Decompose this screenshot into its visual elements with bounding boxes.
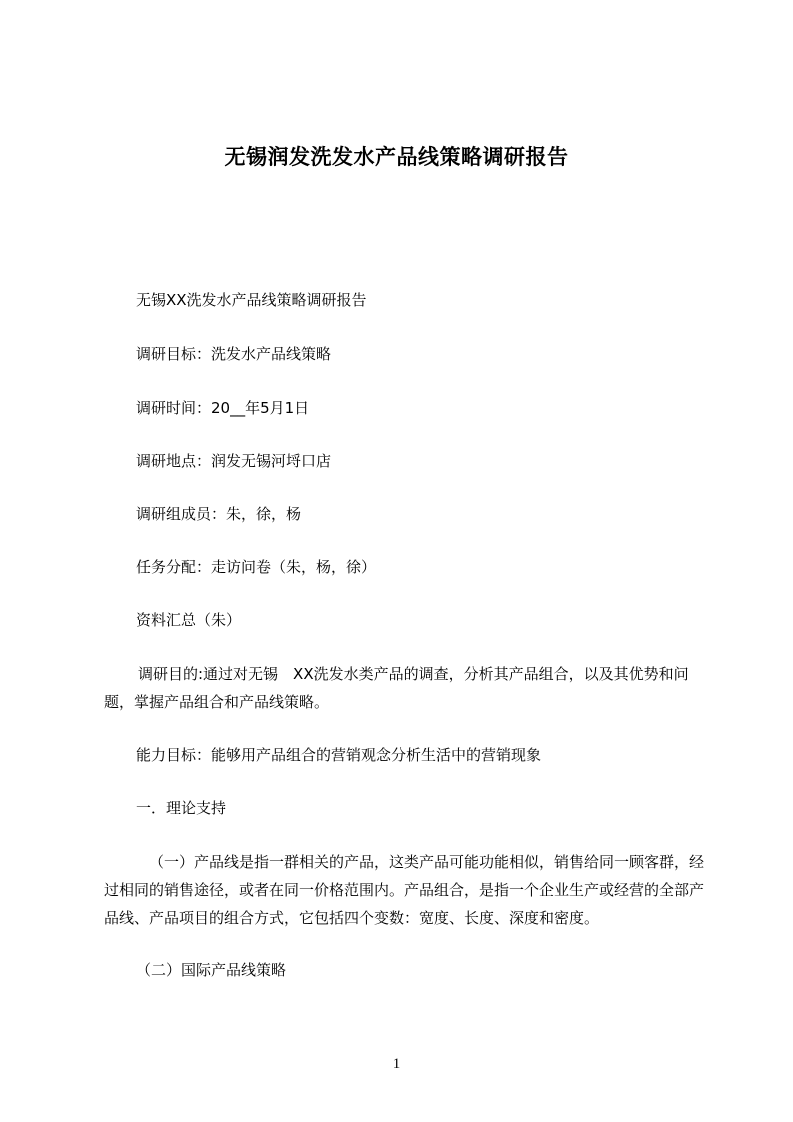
subsection-heading-international: （二）国际产品线策略: [136, 961, 287, 979]
document-title: 无锡润发洗发水产品线策略调研报告: [224, 145, 569, 169]
research-time: 调研时间：20__年5月1日: [136, 399, 310, 417]
research-objective: 调研目标：洗发水产品线策略: [136, 345, 332, 363]
section-heading-theory: 一．理论支持: [136, 799, 227, 817]
product-line-definition: （一）产品线是指一群相关的产品，这类产品可能功能相似，销售给同一顾客群，经过相同的销售途径，或者在同一价格范围内。产品组合，是指一个企业生产或经营的全部产品线、产品项目的组合方式，它包括四个变数：宽度、长度、深度和密度。: [104, 853, 705, 927]
page-number: 1: [392, 1056, 401, 1072]
research-location: 调研地点：润发无锡河埒口店: [136, 452, 332, 470]
ability-objective: 能力目标：能够用产品组合的营销观念分析生活中的营销现象: [136, 746, 542, 764]
research-team-members: 调研组成员：朱，徐，杨: [136, 505, 302, 523]
task-assignment: 任务分配：走访问卷（朱，杨，徐）: [136, 558, 377, 576]
report-subtitle: 无锡XX洗发水产品线策略调研报告: [136, 291, 367, 309]
data-summary: 资料汇总（朱）: [136, 611, 242, 629]
research-purpose: 调研目的:通过对无锡 XX洗发水类产品的调查，分析其产品组合，以及其优势和问题，掌握产品组合和产品线策略。: [104, 665, 689, 711]
